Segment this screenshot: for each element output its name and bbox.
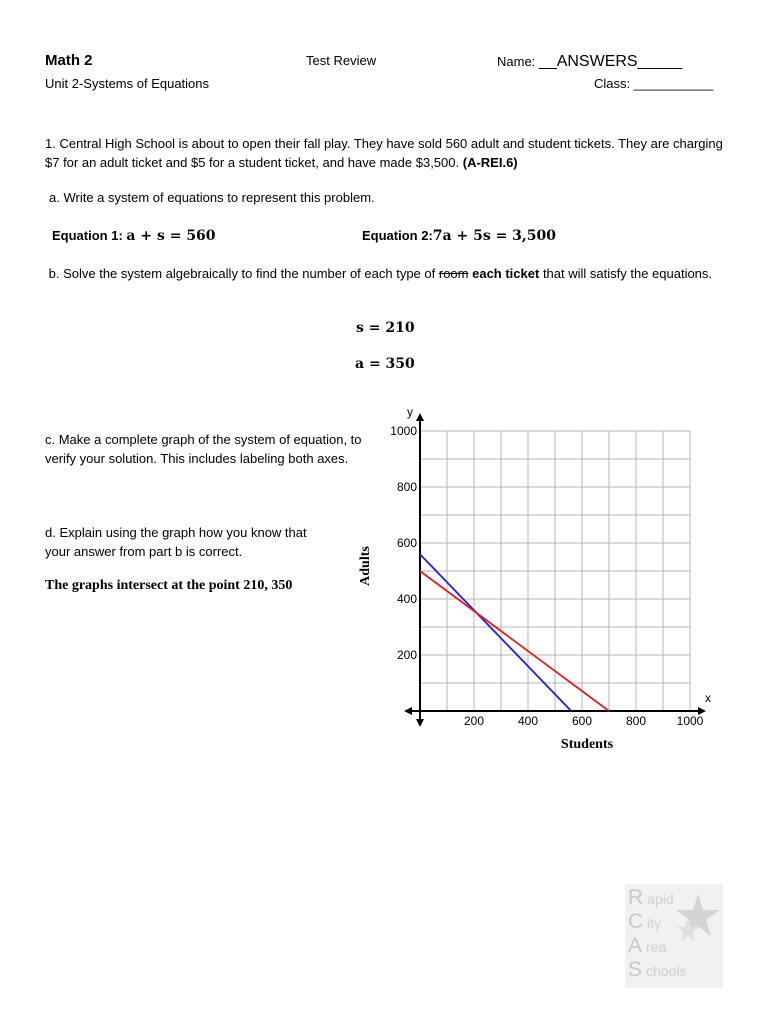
equation-1-label: Equation 1: (52, 228, 123, 243)
course-title: Math 2 (45, 52, 93, 69)
part-b-text: b. Solve the system algebraically to find the number of each type of (48, 266, 436, 281)
x-axis-arrow-left (404, 707, 412, 715)
solution-s: s = 210 (356, 320, 415, 336)
equation-2 (362, 228, 556, 244)
solution-a: a = 350 (355, 356, 415, 372)
part-c-prompt: c. Make a complete graph of the system of equation, to verify your solution. This includes labeling both axes. (45, 432, 362, 466)
y-axis-arrow-up (416, 413, 424, 421)
equation-1 (52, 228, 216, 244)
doc-type: Test Review (306, 53, 377, 68)
x-tick-label: 600 (571, 714, 593, 728)
x-axis-label: Students (560, 737, 614, 752)
unit-title: Unit 2-Systems of Equations (45, 76, 210, 91)
x-axis-letter: x (705, 691, 711, 705)
x-tick-label: 400 (517, 714, 539, 728)
x-tick-label: 800 (625, 714, 647, 728)
class-blank: ___________ (633, 76, 714, 91)
y-axis-arrow-down (416, 719, 424, 727)
x-tick-label: 200 (463, 714, 485, 728)
question-1-text: 1. Central High School is about to open their fall play. They have sold 560 adult and student tickets. They are charging $7 for an adult ticket and $5 for a student ticket, and have made $3,500. (45, 136, 723, 170)
y-tick-label: 400 (396, 592, 417, 606)
y-tick-label: 600 (396, 536, 417, 550)
part-b-strikethrough: room (438, 266, 469, 281)
equation-2-expr: 7a + 5s = 3,500 (432, 228, 557, 244)
y-axis-letter: y (407, 405, 413, 419)
equation-2-label: Equation 2: (362, 228, 433, 243)
part-b-text-end: that will satisfy the equations. (542, 266, 713, 281)
class-field (594, 76, 713, 91)
class-label: Class: (594, 76, 634, 91)
series-line (420, 571, 609, 711)
graph-tick-labels (390, 424, 703, 728)
name-value: __ANSWERS_____ (538, 53, 683, 70)
logo-row-1: Rapid (628, 886, 674, 909)
logo-row-3: Area (628, 934, 667, 957)
x-tick-label: 1000 (676, 714, 704, 728)
system-graph (350, 400, 720, 760)
logo-row-4: Schools (628, 958, 687, 981)
question-standard: (A-REI.6) (462, 155, 518, 170)
graph-grid (420, 431, 690, 711)
y-tick-label: 800 (396, 480, 417, 494)
y-axis-label: Adults (358, 546, 373, 586)
graph-series (420, 554, 609, 711)
name-label: Name: (497, 54, 539, 69)
equation-1-expr: a + s = 560 (126, 228, 216, 244)
series-line (420, 554, 571, 711)
name-field (497, 53, 682, 71)
logo-row-2: City (628, 910, 662, 933)
y-tick-label: 1000 (390, 424, 417, 438)
part-b-bold: each ticket (472, 266, 540, 281)
y-tick-label: 200 (396, 648, 417, 662)
part-d-prompt: d. Explain using the graph how you know that your answer from part b is correct. (45, 525, 307, 559)
part-b-prompt (45, 264, 735, 283)
rcas-logo (625, 884, 723, 988)
part-a-prompt: a. Write a system of equations to represent this problem. (49, 190, 375, 205)
part-d-answer: The graphs intersect at the point 210, 350 (45, 578, 293, 593)
question-1 (45, 134, 725, 172)
